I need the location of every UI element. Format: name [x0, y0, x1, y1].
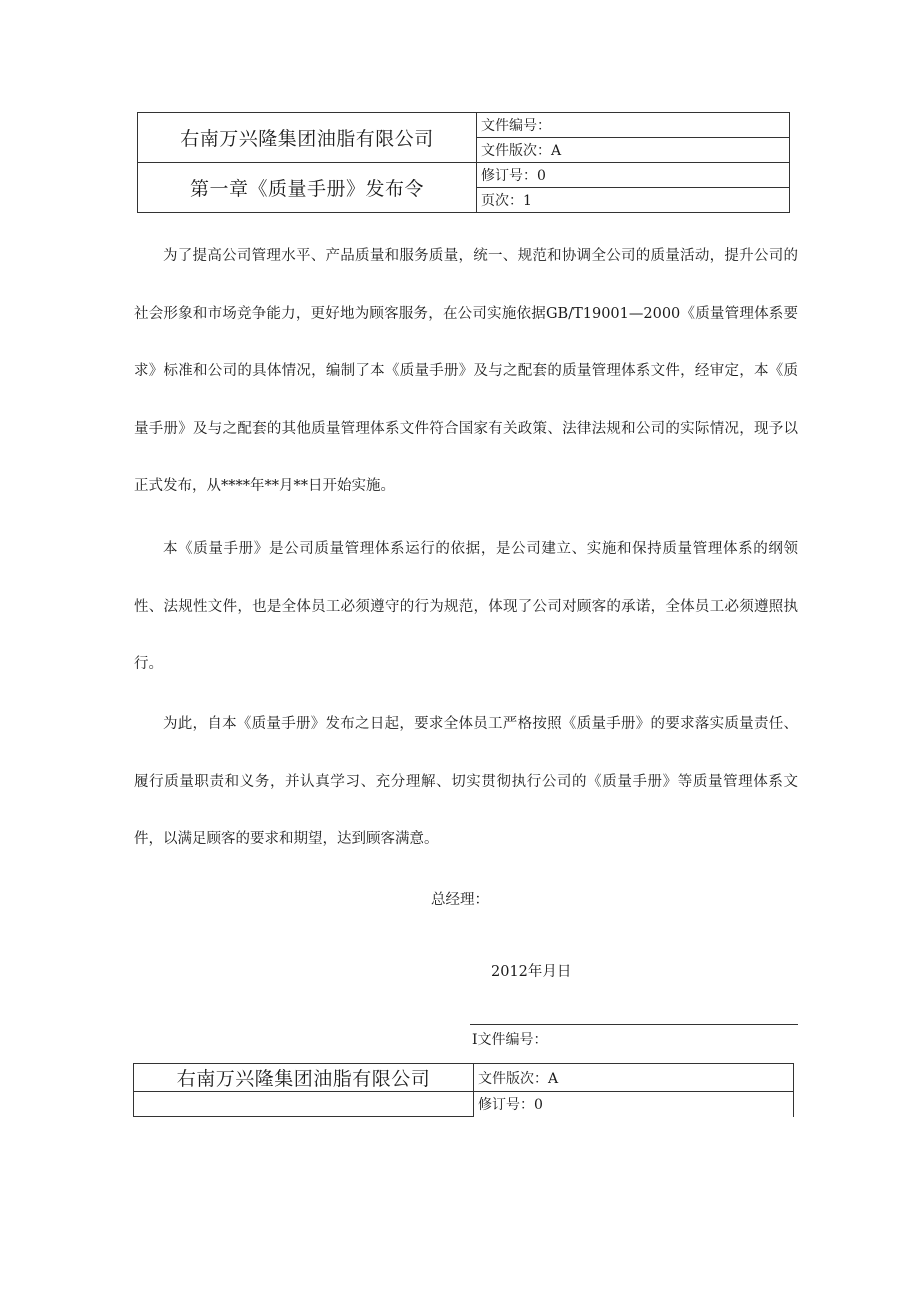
revision-number-page-2: 修订号：0	[474, 1092, 794, 1117]
paragraph-1	[134, 228, 798, 516]
company-name-page-2: 右南万兴隆集团油脂有限公司	[134, 1064, 474, 1092]
file-number-label-page-2: I文件编号：	[472, 1032, 548, 1048]
issue-date: 2012年月日	[491, 964, 572, 980]
document-header-table-page-2	[133, 1063, 794, 1117]
empty-cell	[134, 1092, 474, 1117]
document-header-table	[137, 112, 790, 213]
company-name: 右南万兴隆集团油脂有限公司	[138, 113, 477, 163]
paragraph-3	[134, 696, 798, 869]
header-divider	[470, 1024, 798, 1025]
file-version-page-2: 文件版次：A	[474, 1064, 794, 1092]
page-number: 页次：1	[477, 188, 790, 213]
paragraph-text: 本《质量手册》是公司质量管理体系运行的依据，是公司建立、实施和保持质量管理体系的纲领性、法规性文件，也是全体员工必须遵守的行为规范，体现了公司对顾客的承诺，全体员工必须遵照执行。	[134, 541, 798, 672]
signature-label: 总经理：	[431, 892, 489, 908]
paragraph-text: 为此，自本《质量手册》发布之日起，要求全体员工严格按照《质量手册》的要求落实质量责任、履行质量职责和义务，并认真学习、充分理解、切实贯彻执行公司的《质量手册》等质量管理体系文件，以满足顾客的要求和期望，达到顾客满意。	[134, 716, 798, 847]
file-number-label: 文件编号：	[477, 113, 790, 138]
revision-number: 修订号：0	[477, 163, 790, 188]
paragraph-2	[134, 521, 798, 694]
chapter-title: 第一章《质量手册》发布令	[138, 163, 477, 213]
paragraph-text: 为了提高公司管理水平、产品质量和服务质量，统一、规范和协调全公司的质量活动，提升公司的社会形象和市场竞争能力，更好地为顾客服务，在公司实施依据GB/T19001—2000《质量管理体系要求》标准和公司的具体情况，编制了本《质量手册》及与之配套的质量管理体系文件，经审定，本《质量手册》及与之配套的其他质量管理体系文件符合国家有关政策、法律法规和公司的实际情况，现予以正式发布，从****年**月**日开始实施。	[134, 248, 798, 494]
file-version: 文件版次：A	[477, 138, 790, 163]
